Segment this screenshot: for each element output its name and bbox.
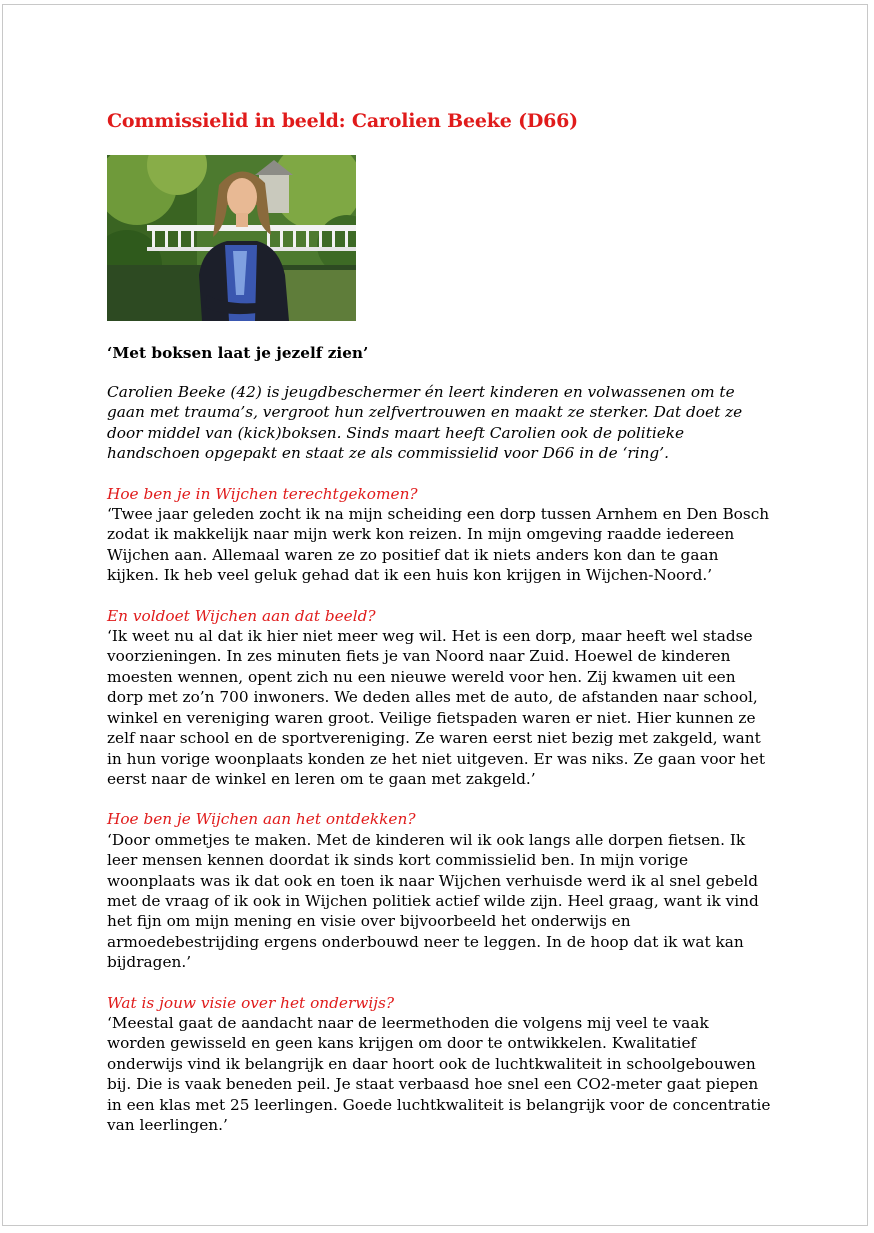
answer: ‘Ik weet nu al dat ik hier niet meer weg wil. Het is een dorp, maar heeft wel stadse voorzieningen. In zes minuten fiets je van Noord naar Zuid. Hoewel de kinderen moesten wennen, opent zich nu een nieuwe wereld voor hen. Zij kwamen uit een dorp met zo’n 700 inwoners. We deden alles met de auto, de afstanden naar school, winkel en vereniging waren groot. Veilige fietspaden waren er niet. Hier kunnen ze zelf naar school en de sportvereniging. Ze waren eerst niet bezig met zakgeld, want in hun vorige woonplaats konden ze het niet uitgeven. Er was niks. Ze gaan voor het eerst naar de winkel en leren om te gaan met zakgeld.’ [107, 627, 765, 788]
qa-section-1 [107, 484, 771, 586]
qa-section-2 [107, 606, 771, 790]
article [107, 109, 771, 1135]
answer: ‘Door ommetjes te maken. Met de kinderen wil ik ook langs alle dorpen fietsen. Ik leer mensen kennen doordat ik sinds kort commissielid ben. In mijn vorige woonplaats was ik dat ook en toen ik naar Wijchen verhuisde werd ik al snel gebeld met de vraag of ik ook in Wijchen politiek actief wilde zijn. Heel graag, want ik vind het fijn om mijn mening en visie over bijvoorbeeld het onderwijs en armoedebestrijding ergens onderbouwd neer te leggen. In de hoop dat ik wat kan bijdragen.’ [107, 830, 759, 972]
portrait-photo [107, 155, 356, 321]
question: En voldoet Wijchen aan dat beeld? [107, 606, 376, 625]
qa-section-4 [107, 993, 771, 1136]
qa-section-3 [107, 809, 771, 972]
article-subheading: ‘Met boksen laat je jezelf zien’ [107, 344, 369, 362]
document-page [2, 4, 868, 1226]
article-intro: Carolien Beeke (42) is jeugdbeschermer én leert kinderen en volwassenen om te gaan met trauma’s, vergroot hun zelfvertrouwen en maakt ze sterker. Dat doet ze door middel van (kick)boksen. Sinds maart heeft Carolien ook de politieke handschoen opgepakt en staat ze als commissielid voor D66 in de ‘ring’. [107, 383, 743, 463]
answer: ‘Twee jaar geleden zocht ik na mijn scheiding een dorp tussen Arnhem en Den Bosch zodat ik makkelijk naar mijn werk kon reizen. In mijn omgeving raadde iedereen Wijchen aan. Allemaal waren ze zo positief dat ik niets anders kon dan te gaan kijken. Ik heb veel geluk gehad dat ik een huis kon krijgen in Wijchen-Noord.’ [107, 505, 770, 585]
question: Hoe ben je in Wijchen terechtgekomen? [107, 484, 418, 503]
article-title: Commissielid in beeld: Carolien Beeke (D66) [107, 110, 578, 132]
question: Hoe ben je Wijchen aan het ontdekken? [107, 810, 416, 829]
answer: ‘Meestal gaat de aandacht naar de leermethoden die volgens mij veel te vaak worden gewisseld en geen kans krijgen om door te ontwikkelen. Kwalitatief onderwijs vind ik belangrijk en daar hoort ook de luchtkwaliteit in schoolgebouwen bij. Die is vaak beneden peil. Je staat verbaasd hoe snel een CO2-meter gaat piepen in een klas met 25 leerlingen. Goede luchtkwaliteit is belangrijk voor de concentratie van leerlingen.’ [107, 1013, 771, 1134]
question: Wat is jouw visie over het onderwijs? [107, 993, 395, 1012]
